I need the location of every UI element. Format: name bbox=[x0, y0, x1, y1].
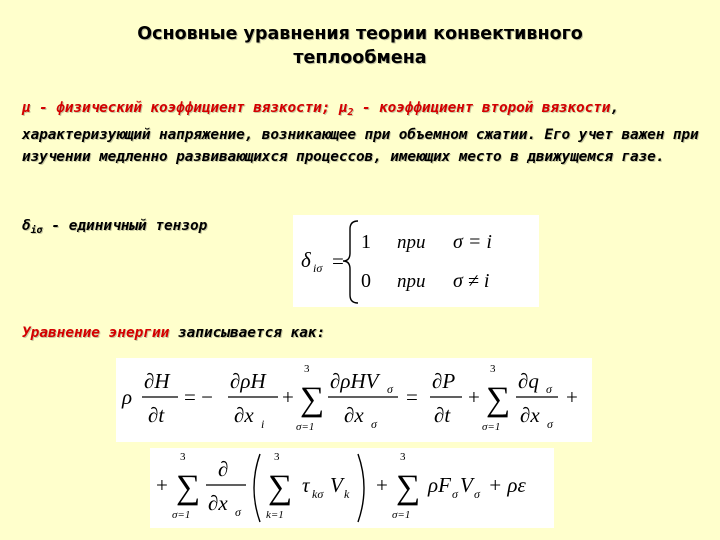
case2-value: 0 bbox=[361, 270, 371, 292]
energy-equation-title: Уравнение энергии bbox=[22, 325, 170, 341]
sum-lower-limit: σ=1 bbox=[296, 421, 315, 433]
sum-lower-limit: σ=1 bbox=[482, 421, 501, 433]
sigma-subscript: σ bbox=[371, 417, 377, 431]
tau-subscript: kσ bbox=[312, 487, 324, 501]
dxs-denominator: ∂x bbox=[208, 491, 228, 515]
delta-symbol: δ bbox=[22, 218, 31, 234]
sum-lower-limit: k=1 bbox=[266, 509, 284, 521]
second-viscosity-explanation: , характеризующий напряжение, возникающее при объемном сжатии. Его учет важен при изучении медленно развивающихся процессов, имеющих место в движущемся газе. bbox=[22, 100, 699, 165]
mu-symbol: μ bbox=[22, 100, 31, 116]
sum-sign: ∑ bbox=[176, 469, 201, 506]
rho-symbol: ρ bbox=[122, 385, 133, 409]
case2-word: при bbox=[397, 271, 426, 292]
sigma-subscript: σ bbox=[546, 382, 552, 396]
energy-equation-line-2 bbox=[150, 448, 554, 528]
plus-sign: + bbox=[282, 385, 294, 409]
rhoF-term: ρF bbox=[428, 473, 451, 497]
kronecker-delta-svg bbox=[293, 215, 539, 307]
delta-equals: = bbox=[332, 249, 344, 273]
energy-eq-line2-svg bbox=[150, 448, 554, 528]
sum-sign: ∑ bbox=[396, 469, 421, 506]
rho-epsilon-term: + ρε bbox=[488, 473, 526, 497]
velocity-symbol: V bbox=[460, 473, 473, 497]
delta-lhs: δ bbox=[301, 248, 311, 272]
unit-tensor-text: - единичный тензор bbox=[42, 218, 208, 234]
delta-lhs-subscript: iσ bbox=[313, 261, 323, 275]
dH-numerator: ∂H bbox=[144, 369, 170, 393]
energy-equation-label bbox=[22, 325, 325, 341]
viscosity-definition: - физический коэффициент вязкости; bbox=[30, 100, 339, 116]
tau-symbol: τ bbox=[302, 473, 310, 497]
sigma-subscript: σ bbox=[387, 382, 393, 396]
velocity-subscript: k bbox=[344, 487, 350, 501]
dP-numerator: ∂P bbox=[432, 369, 456, 393]
case1-word: при bbox=[397, 232, 426, 253]
slide-title bbox=[60, 22, 660, 70]
unit-tensor-label bbox=[22, 218, 207, 236]
sigma-subscript: σ bbox=[235, 505, 241, 519]
plus-sign: + bbox=[376, 473, 388, 497]
energy-equation-line-1 bbox=[116, 358, 592, 442]
case1-value: 1 bbox=[361, 231, 371, 253]
sigma-subscript: σ bbox=[547, 417, 553, 431]
sum-sign: ∑ bbox=[300, 381, 325, 418]
dq-numerator: ∂q bbox=[518, 369, 539, 393]
dt-denominator: ∂t bbox=[148, 403, 165, 427]
right-paren bbox=[358, 454, 364, 522]
plus-sign: + bbox=[566, 385, 578, 409]
sum-lower-limit: σ=1 bbox=[392, 509, 411, 521]
mu2-subscript: 2 bbox=[347, 107, 354, 118]
mu2-symbol: μ bbox=[338, 100, 348, 116]
second-viscosity-definition: - коэффициент второй вязкости bbox=[353, 100, 611, 116]
sum-sign: ∑ bbox=[268, 469, 293, 506]
case1-condition: σ = i bbox=[453, 231, 492, 253]
sum-sign: ∑ bbox=[486, 381, 511, 418]
title-line-2: теплообмена bbox=[293, 48, 427, 68]
viscosity-paragraph bbox=[22, 97, 712, 168]
drhoH-numerator: ∂ρH bbox=[230, 369, 266, 393]
dxi-subscript: i bbox=[261, 417, 265, 431]
equals-minus: = − bbox=[184, 385, 213, 409]
sum-upper-limit: 3 bbox=[180, 451, 186, 463]
title-line-1: Основные уравнения теории конвективного bbox=[137, 24, 583, 44]
velocity-symbol: V bbox=[330, 473, 343, 497]
dxs-denominator: ∂x bbox=[520, 403, 540, 427]
equals-sign: = bbox=[406, 385, 418, 409]
dt-denominator: ∂t bbox=[434, 403, 451, 427]
sum-lower-limit: σ=1 bbox=[172, 509, 191, 521]
sum-upper-limit: 3 bbox=[304, 363, 310, 375]
energy-equation-text: записывается как: bbox=[169, 325, 326, 341]
sum-upper-limit: 3 bbox=[490, 363, 496, 375]
sum-upper-limit: 3 bbox=[274, 451, 280, 463]
drhoHV-numerator: ∂ρHV bbox=[330, 369, 379, 393]
left-paren bbox=[254, 454, 260, 522]
plus-sign: + bbox=[468, 385, 480, 409]
case2-condition: σ ≠ i bbox=[453, 270, 490, 292]
left-brace bbox=[343, 221, 358, 303]
sigma-subscript: σ bbox=[452, 487, 458, 501]
energy-eq-line1-svg bbox=[116, 358, 592, 442]
kronecker-delta-formula bbox=[293, 215, 539, 307]
plus-sign: + bbox=[156, 473, 168, 497]
partial-numerator: ∂ bbox=[218, 457, 229, 481]
sum-upper-limit: 3 bbox=[400, 451, 406, 463]
sigma-subscript: σ bbox=[474, 487, 480, 501]
delta-subscript: iσ bbox=[30, 225, 43, 236]
dxs-denominator: ∂x bbox=[344, 403, 364, 427]
dxi-denominator: ∂x bbox=[234, 403, 254, 427]
